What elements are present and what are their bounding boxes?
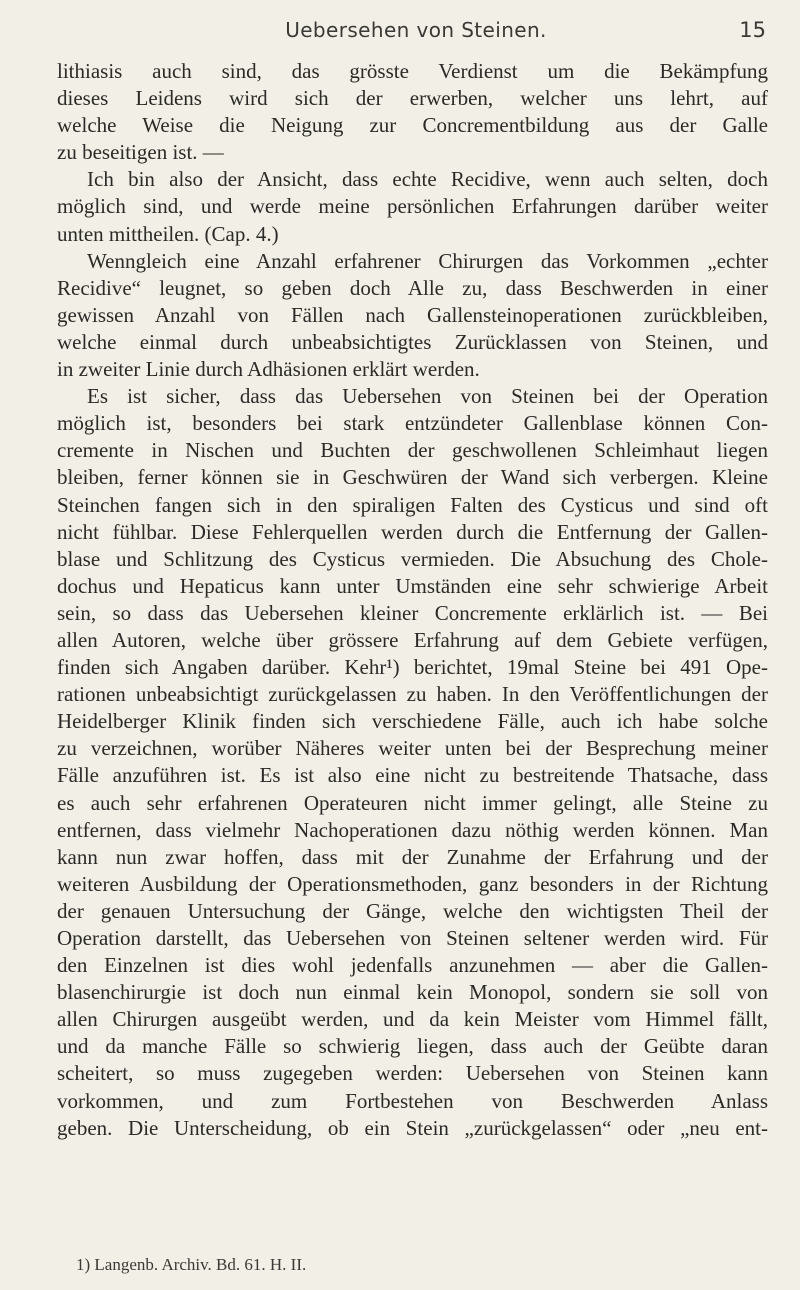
text-line: Es ist sicher, dass das Uebersehen von Steinen bei der Operation — [87, 384, 768, 409]
footnote: 1) Langenb. Archiv. Bd. 61. H. II. — [76, 1255, 307, 1274]
text-line: finden sich Angaben darüber. Kehr¹) berichtet, 19mal Steine bei 491 Ope- — [57, 655, 768, 680]
text-line: Ich bin also der Ansicht, dass echte Recidive, wenn auch selten, doch — [87, 167, 768, 192]
text-line: allen Chirurgen ausgeübt werden, und da kein Meister vom Himmel fällt, — [57, 1007, 768, 1032]
running-title: Uebersehen von Steinen. — [285, 18, 547, 42]
text-line: es auch sehr erfahrenen Operateuren nicht immer gelingt, alle Steine zu — [57, 790, 768, 815]
text-line: in zweiter Linie durch Adhäsionen erklärt werden. — [57, 357, 480, 382]
text-line: Operation darstellt, das Uebersehen von Steinen seltener werden wird. Für — [57, 926, 768, 950]
text-line: Heidelberger Klinik finden sich verschiedene Fälle, auch ich habe solche — [57, 709, 768, 734]
text-line: kann nun zwar hoffen, dass mit der Zunahme der Erfahrung und der — [57, 844, 768, 869]
text-line: und da manche Fälle so schwierig liegen, dass auch der Geübte daran — [57, 1034, 768, 1059]
text-line: gewissen Anzahl von Fällen nach Gallensteinoperationen zurückbleiben, — [57, 302, 768, 327]
body-text — [57, 58, 768, 1142]
text-line: entfernen, dass vielmehr Nachoperationen dazu nöthig werden können. Man — [57, 817, 768, 842]
text-line: welche Weise die Neigung zur Concrementbildung aus der Galle — [57, 113, 768, 138]
text-line: rationen unbeabsichtigt zurückgelassen zu haben. In den Veröffentlichungen der — [57, 682, 768, 707]
text-line: vorkommen, und zum Fortbestehen von Beschwerden Anlass — [57, 1088, 768, 1113]
text-line: welche einmal durch unbeabsichtigtes Zurücklassen von Steinen, und — [57, 329, 768, 354]
text-line: möglich sind, und werde meine persönlichen Erfahrungen darüber weiter — [57, 194, 768, 219]
text-line: bleiben, ferner können sie in Geschwüren der Wand sich verbergen. Kleine — [57, 465, 768, 490]
text-line: sein, so dass das Uebersehen kleiner Concremente erklärlich ist. — Bei — [57, 600, 768, 625]
text-line: weiteren Ausbildung der Operationsmethoden, ganz besonders in der Richtung — [57, 871, 768, 896]
text-line: der genauen Untersuchung der Gänge, welche den wichtigsten Theil der — [57, 898, 768, 923]
text-line: unten mittheilen. (Cap. 4.) — [57, 221, 279, 246]
text-line: Recidive“ leugnet, so geben doch Alle zu, dass Beschwerden in einer — [57, 275, 768, 300]
text-line: geben. Die Unterscheidung, ob ein Stein „zurückgelassen“ oder „neu ent- — [57, 1115, 768, 1140]
text-line: Fälle anzuführen ist. Es ist also eine nicht zu bestreitende Thatsache, dass — [57, 763, 768, 788]
text-line: allen Autoren, welche über grössere Erfahrung auf dem Gebiete verfügen, — [57, 627, 768, 652]
text-line: Wenngleich eine Anzahl erfahrener Chirurgen das Vorkommen „echter — [87, 248, 768, 273]
text-line: scheitert, so muss zugegeben werden: Uebersehen von Steinen kann — [57, 1061, 768, 1086]
text-line: dochus und Hepaticus kann unter Umständen eine sehr schwierige Arbeit — [57, 573, 768, 598]
text-line: den Einzelnen ist dies wohl jedenfalls anzunehmen — aber die Gallen- — [57, 953, 768, 978]
text-line: dieses Leidens wird sich der erwerben, welcher uns lehrt, auf — [57, 86, 768, 111]
page-number: 15 — [739, 18, 766, 42]
text-line: zu beseitigen ist. — — [57, 140, 224, 165]
text-line: möglich ist, besonders bei stark entzündeter Gallenblase können Con- — [57, 411, 768, 436]
text-line: blasenchirurgie ist doch nun einmal kein Monopol, sondern sie soll von — [57, 980, 768, 1005]
text-line: lithiasis auch sind, das grösste Verdienst um die Bekämpfung — [57, 59, 768, 83]
text-line: blase und Schlitzung des Cysticus vermieden. Die Absuchung des Chole- — [57, 546, 768, 571]
text-line: nicht fühlbar. Diese Fehlerquellen werden durch die Entfernung der Gallen- — [57, 519, 768, 544]
page-header — [66, 18, 766, 52]
text-line: Steinchen fangen sich in den spiraligen Falten des Cysticus und sind oft — [57, 492, 768, 517]
text-line: cremente in Nischen und Buchten der geschwollenen Schleimhaut liegen — [57, 438, 768, 463]
text-line: zu verzeichnen, worüber Näheres weiter unten bei der Besprechung meiner — [57, 736, 768, 761]
